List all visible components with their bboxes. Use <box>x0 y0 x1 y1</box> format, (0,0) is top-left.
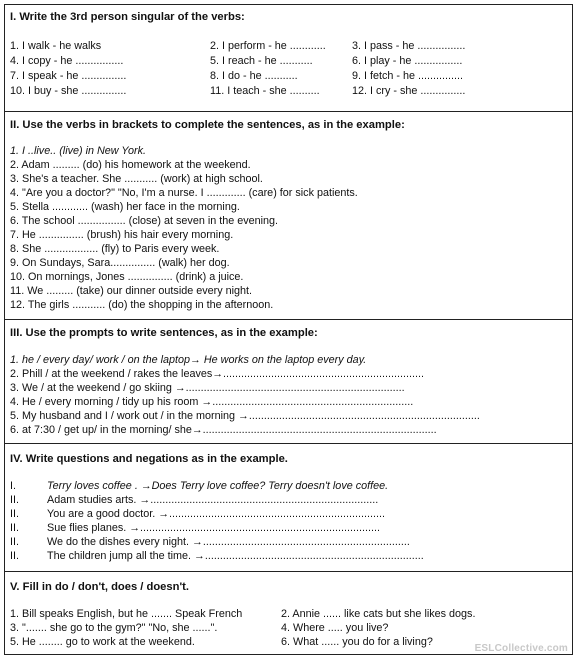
item-number: II. <box>10 494 19 506</box>
verb-item: 5. I reach - he ........... <box>210 55 313 67</box>
fill-item: 5. He ........ go to work at the weekend. <box>10 636 195 648</box>
sentence: 11. We ......... (take) our dinner outside every night. <box>10 285 253 297</box>
fill-item: 3. "....... she go to the gym?" "No, she ......". <box>10 622 218 634</box>
section-2-heading: II. Use the verbs in brackets to complete the sentences, as in the example: <box>10 119 405 131</box>
section-2 <box>5 111 572 319</box>
question-item: You are a good doctor. →........................................................................ <box>47 508 386 520</box>
question-item: We do the dishes every night. →..................................................................... <box>47 536 410 548</box>
prompt: 6. at 7:30 / get up/ in the morning/ she→.............................................................................. <box>10 424 437 436</box>
sentence: 9. On Sundays, Sara............... (walk) her dog. <box>10 257 230 269</box>
item-number: II. <box>10 522 19 534</box>
section-5-heading: V. Fill in do / don't, does / doesn't. <box>10 581 189 593</box>
verb-item: 12. I cry - she ............... <box>352 85 466 97</box>
question-item: Adam studies arts. →............................................................................ <box>47 494 379 506</box>
question-item: Sue flies planes. →................................................................................ <box>47 522 381 534</box>
verb-item: 9. I fetch - he ............... <box>352 70 464 82</box>
section-3 <box>5 319 572 443</box>
section-5 <box>5 571 572 655</box>
sentence: 12. The girls ........... (do) the shopping in the afternoon. <box>10 299 274 311</box>
item-number: I. <box>10 480 16 492</box>
sentence: 3. She's a teacher. She ........... (work) at high school. <box>10 173 263 185</box>
prompt: 5. My husband and I / work out / in the morning →............................................................................. <box>10 410 480 422</box>
verb-item: 6. I play - he ................ <box>352 55 463 67</box>
item-number: II. <box>10 508 19 520</box>
worksheet <box>4 4 573 655</box>
sentence: 6. The school ................ (close) at seven in the evening. <box>10 215 279 227</box>
question-item: The children jump all the time. →......................................................................... <box>47 550 424 562</box>
section-4-heading: IV. Write questions and negations as in the example. <box>10 453 288 465</box>
sentence: 10. On mornings, Jones ............... (drink) a juice. <box>10 271 244 283</box>
sentence: 5. Stella ............ (wash) her face in the morning. <box>10 201 240 213</box>
verb-item: 11. I teach - she .......... <box>210 85 320 97</box>
section-1-heading: I. Write the 3rd person singular of the verbs: <box>10 11 245 23</box>
sentence: 4. "Are you a doctor?" "No, I'm a nurse. I ............. (care) for sick patients. <box>10 187 358 199</box>
section-3-heading: III. Use the prompts to write sentences, as in the example: <box>10 327 318 339</box>
verb-item: 10. I buy - she ............... <box>10 85 127 97</box>
prompt: 4. He / every morning / tidy up his room →................................................................... <box>10 396 414 408</box>
watermark: ESLCollective.com <box>474 643 568 654</box>
fill-item: 6. What ...... you do for a living? <box>281 636 433 648</box>
sentence: 8. She .................. (fly) to Paris every week. <box>10 243 220 255</box>
fill-item: 1. Bill speaks English, but he ....... Speak French <box>10 608 243 620</box>
verb-item: 8. I do - he ........... <box>210 70 298 82</box>
section-4 <box>5 443 572 571</box>
verb-item: 3. I pass - he ................ <box>352 40 466 52</box>
question-example: Terry loves coffee . →Does Terry love coffee? Terry doesn't love coffee. <box>47 480 389 492</box>
verb-item: 7. I speak - he ............... <box>10 70 127 82</box>
fill-item: 2. Annie ...... like cats but she likes dogs. <box>281 608 476 620</box>
prompt: 3. We / at the weekend / go skiing →......................................................................... <box>10 382 405 394</box>
sentence: 7. He ............... (brush) his hair every morning. <box>10 229 234 241</box>
prompt-example: 1. he / every day/ work / on the laptop→ He works on the laptop every day. <box>10 354 367 366</box>
sentence: 2. Adam ......... (do) his homework at the weekend. <box>10 159 251 171</box>
item-number: II. <box>10 536 19 548</box>
section-1 <box>5 5 572 111</box>
verb-item: 2. I perform - he ............ <box>210 40 326 52</box>
verb-item: 1. I walk - he walks <box>10 40 102 52</box>
verb-item: 4. I copy - he ................ <box>10 55 124 67</box>
prompt: 2. Phill / at the weekend / rakes the leaves→................................................................... <box>10 368 425 380</box>
fill-item: 4. Where ..... you live? <box>281 622 389 634</box>
item-number: II. <box>10 550 19 562</box>
sentence-example: 1. I ..live.. (live) in New York. <box>10 145 147 157</box>
